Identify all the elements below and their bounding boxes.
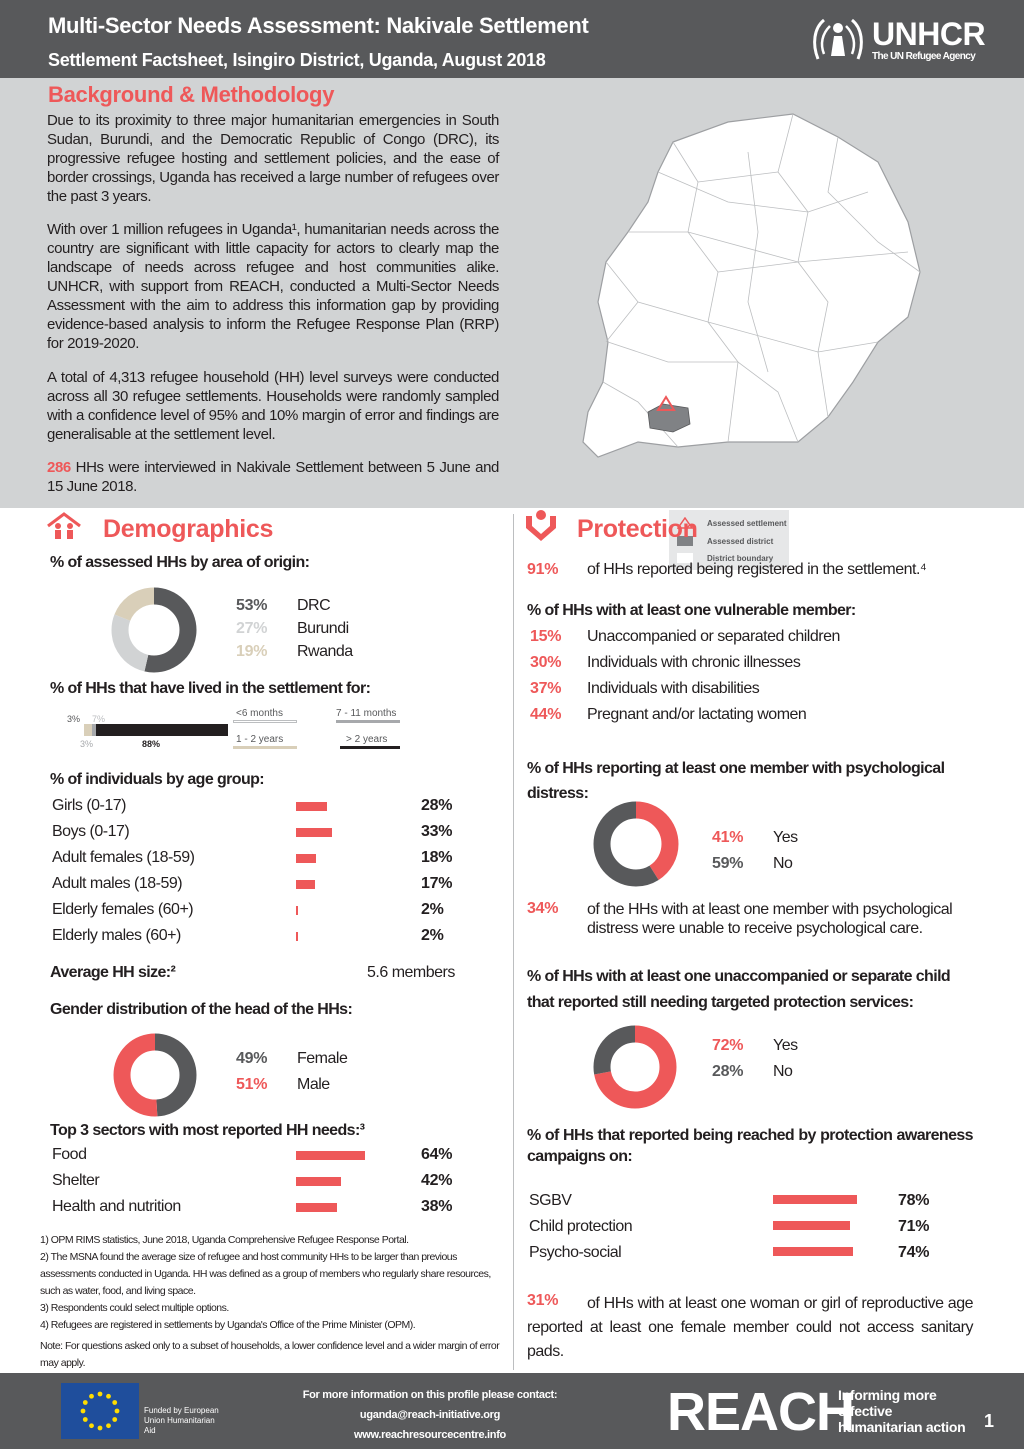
column-divider bbox=[513, 514, 514, 1370]
protection-hands-icon bbox=[523, 508, 559, 542]
origin-donut-chart bbox=[108, 584, 200, 676]
child-label-2: No bbox=[773, 1063, 793, 1080]
eu-star-1 bbox=[115, 1409, 120, 1414]
origin-pct-1: 53% bbox=[236, 597, 268, 614]
duration-legend-7-11-swatch bbox=[336, 720, 400, 723]
page-title: Multi-Sector Needs Assessment: Nakivale Settlement bbox=[48, 13, 589, 38]
vulnerable-label-4: Pregnant and/or lactating women bbox=[587, 706, 807, 723]
family-icon bbox=[46, 512, 82, 540]
eu-star-8 bbox=[83, 1400, 88, 1405]
gender-label: Gender distribution of the head of the HHs: bbox=[50, 1001, 353, 1018]
origin-label: % of assessed HHs by area of origin: bbox=[50, 554, 310, 571]
gender-donut-chart bbox=[110, 1030, 200, 1120]
footer bbox=[0, 1373, 1024, 1449]
reach-tagline: Informing more effective humanitarian action bbox=[838, 1387, 966, 1435]
awareness-row-pct-1: 78% bbox=[898, 1192, 930, 1209]
child-donut-chart bbox=[590, 1022, 680, 1112]
vulnerable-pct-3: 37% bbox=[530, 680, 562, 697]
child-pct-2: 28% bbox=[712, 1063, 744, 1080]
background-paragraph-4: 286 HHs were interviewed in Nakivale Settlement between 5 June and 15 June 2018. bbox=[47, 459, 499, 495]
origin-label-1: DRC bbox=[297, 597, 331, 614]
hh-size-value: 5.6 members bbox=[367, 964, 455, 981]
unhcr-emblem-icon bbox=[810, 14, 866, 64]
psych-pct-2: 59% bbox=[712, 855, 744, 872]
needs-row-bar-1 bbox=[296, 1151, 365, 1160]
age-row-pct-5: 2% bbox=[421, 901, 444, 918]
vulnerable-label-1: Unaccompanied or separated children bbox=[587, 628, 840, 645]
duration-legend-gt2-swatch bbox=[340, 746, 400, 749]
age-row-label-1: Girls (0-17) bbox=[52, 797, 127, 814]
psych-donut-chart bbox=[590, 798, 682, 890]
needs-row-bar-3 bbox=[296, 1203, 337, 1212]
child-label-1: Yes bbox=[773, 1037, 798, 1054]
duration-legend-gt2: > 2 years bbox=[346, 734, 388, 745]
awareness-row-label-3: Psycho-social bbox=[529, 1244, 622, 1261]
age-row-pct-2: 33% bbox=[421, 823, 453, 840]
awareness-row-pct-3: 74% bbox=[898, 1244, 930, 1261]
unhcr-tagline: The UN Refugee Agency bbox=[872, 51, 976, 62]
awareness-row-pct-2: 71% bbox=[898, 1218, 930, 1235]
background-paragraph-3: A total of 4,313 refugee household (HH) level surveys were conducted across all 30 refugee settlements. Households were randomly sampled with a confidence level of 95% and 10% margin of error and findings are generalisable at the settlement level. bbox=[47, 369, 499, 443]
origin-label-3: Rwanda bbox=[297, 643, 353, 660]
awareness-row-bar-2 bbox=[773, 1221, 850, 1230]
background-heading: Background & Methodology bbox=[48, 82, 335, 107]
duration-legend-lt6-swatch bbox=[233, 720, 297, 723]
duration-label: % of HHs that have lived in the settlement for: bbox=[50, 680, 371, 697]
duration-val-lt6: 3% bbox=[67, 714, 81, 724]
uganda-map bbox=[578, 112, 923, 482]
origin-pct-2: 27% bbox=[236, 620, 268, 637]
page-number: 1 bbox=[984, 1411, 995, 1431]
eu-star-11 bbox=[106, 1394, 111, 1399]
origin-label-2: Burundi bbox=[297, 620, 349, 637]
unhcr-name: UNHCR bbox=[872, 16, 986, 52]
needs-row-pct-2: 42% bbox=[421, 1172, 453, 1189]
age-row-bar-1 bbox=[296, 802, 327, 811]
age-row-label-4: Adult males (18-59) bbox=[52, 875, 183, 892]
age-row-pct-1: 28% bbox=[421, 797, 453, 814]
age-row-label-5: Elderly females (60+) bbox=[52, 901, 194, 918]
awareness-row-bar-1 bbox=[773, 1195, 857, 1204]
origin-pct-3: 19% bbox=[236, 643, 268, 660]
age-row-bar-3 bbox=[296, 854, 316, 863]
background-paragraph-1: Due to its proximity to three major humanitarian emergencies in South Sudan, Burundi, and the Democratic Republic of Congo (DRC), its progressive refugee hosting and settlement policies, and the ease of border crossings, Uganda has received a large number of refugees over the past 3 years. bbox=[47, 112, 499, 205]
duration-val-gt2: 88% bbox=[142, 739, 161, 749]
eu-star-5 bbox=[89, 1423, 94, 1428]
awareness-row-label-1: SGBV bbox=[529, 1192, 572, 1209]
needs-row-label-1: Food bbox=[52, 1146, 87, 1163]
eu-star-10 bbox=[98, 1392, 103, 1397]
needs-row-pct-3: 38% bbox=[421, 1198, 453, 1215]
gender-pct-1: 49% bbox=[236, 1050, 268, 1067]
awareness-label: % of HHs that reported being reached by protection awareness campaigns on: bbox=[527, 1127, 973, 1165]
eu-star-3 bbox=[106, 1423, 111, 1428]
child-pct-1: 72% bbox=[712, 1037, 744, 1054]
needs-row-pct-1: 64% bbox=[421, 1146, 453, 1163]
needs-row-label-3: Health and nutrition bbox=[52, 1198, 181, 1215]
eu-star-7 bbox=[81, 1409, 86, 1414]
psych-label-2: No bbox=[773, 855, 793, 872]
vulnerable-pct-1: 15% bbox=[530, 628, 562, 645]
reach-logo: REACH bbox=[667, 1382, 855, 1442]
gender-label-2: Male bbox=[297, 1076, 330, 1093]
age-row-bar-5 bbox=[296, 906, 298, 915]
registered-pct: 91% bbox=[527, 561, 559, 578]
contact-website[interactable]: www.reachresourcecentre.info bbox=[354, 1429, 506, 1441]
age-row-bar-4 bbox=[296, 880, 315, 889]
duration-legend-1-2-swatch bbox=[233, 746, 297, 749]
age-row-pct-3: 18% bbox=[421, 849, 453, 866]
duration-seg-7-11 bbox=[84, 724, 92, 736]
unhcr-logo bbox=[810, 14, 1010, 66]
psych-care-pct: 34% bbox=[527, 900, 559, 917]
vulnerable-label: % of HHs with at least one vulnerable member: bbox=[527, 602, 856, 619]
duration-val-1-2: 3% bbox=[80, 739, 94, 749]
child-label: % of HHs with at least one unaccompanied or separate child that reported still needing targeted protection services: bbox=[527, 968, 951, 1011]
duration-legend-7-11: 7 - 11 months bbox=[336, 708, 397, 719]
legend-district-boundary: District boundary bbox=[707, 553, 774, 563]
awareness-row-label-2: Child protection bbox=[529, 1218, 633, 1235]
contact-email[interactable]: uganda@reach-initiative.org bbox=[359, 1409, 501, 1421]
needs-label: Top 3 sectors with most reported HH needs:³ bbox=[50, 1122, 365, 1139]
eu-star-2 bbox=[112, 1417, 117, 1422]
footnote-2: 2) The MSNA found the average size of refugee and host community HHs to be larger than previous assessments conducted in Uganda. HH was defined as a group of members who regularly share resources, such as water, food, and living space. bbox=[40, 1251, 491, 1297]
age-row-pct-6: 2% bbox=[421, 927, 444, 944]
legend-assessed-district: Assessed district bbox=[707, 536, 774, 546]
needs-row-label-2: Shelter bbox=[52, 1172, 100, 1189]
interview-count: 286 bbox=[47, 459, 71, 476]
duration-legend-1-2: 1 - 2 years bbox=[236, 734, 284, 745]
age-row-bar-6 bbox=[296, 932, 298, 941]
duration-seg-1-2 bbox=[92, 724, 96, 736]
eu-star-9 bbox=[89, 1394, 94, 1399]
pads-pct: 31% bbox=[527, 1292, 559, 1309]
contact-info bbox=[230, 1385, 630, 1445]
eu-funding-text: Funded by European Union Humanitarian Aid bbox=[144, 1406, 219, 1435]
age-row-label-3: Adult females (18-59) bbox=[52, 849, 195, 866]
footnote-1: 1) OPM RIMS statistics, June 2018, Uganda Comprehensive Refugee Response Portal. bbox=[40, 1234, 409, 1246]
awareness-row-bar-3 bbox=[773, 1247, 853, 1256]
eu-flag-icon bbox=[61, 1383, 139, 1439]
hh-size-label: Average HH size:² bbox=[50, 964, 176, 981]
eu-star-12 bbox=[112, 1400, 117, 1405]
duration-legend-lt6: <6 months bbox=[236, 708, 283, 719]
psych-pct-1: 41% bbox=[712, 829, 744, 846]
eu-star-4 bbox=[98, 1426, 103, 1431]
age-row-bar-2 bbox=[296, 828, 332, 837]
duration-val-7-11: 7% bbox=[92, 714, 106, 724]
needs-row-bar-2 bbox=[296, 1177, 341, 1186]
gender-pct-2: 51% bbox=[236, 1076, 268, 1093]
registered-text: of HHs reported being registered in the settlement.⁴ bbox=[587, 561, 927, 578]
psych-label: % of HHs reporting at least one member with psychological distress: bbox=[527, 760, 945, 802]
pads-text: of HHs with at least one woman or girl of reproductive age reported at least one female member could not access sanitary pads. bbox=[527, 1295, 973, 1360]
legend-assessed-settlement: Assessed settlement bbox=[707, 518, 787, 528]
age-row-label-2: Boys (0-17) bbox=[52, 823, 130, 840]
background-paragraph-2: With over 1 million refugees in Uganda¹, humanitarian needs across the country are significant with little capacity for actors to clearly map the landscape of needs across refugee and host communities alike. UNHCR, with support from REACH, conducted a Multi-Sector Needs Assessment with the aim to address this information gap by providing evidence-based analysis to inform the Refugee Response Plan (RRP) for 2019-2020. bbox=[47, 221, 499, 352]
vulnerable-label-2: Individuals with chronic illnesses bbox=[587, 654, 801, 671]
age-row-label-6: Elderly males (60+) bbox=[52, 927, 181, 944]
vulnerable-label-3: Individuals with disabilities bbox=[587, 680, 760, 697]
header bbox=[0, 0, 1024, 78]
vulnerable-pct-2: 30% bbox=[530, 654, 562, 671]
vulnerable-pct-4: 44% bbox=[530, 706, 562, 723]
psych-care-text: of the HHs with at least one member with psychological distress were unable to receive psychological care. bbox=[587, 901, 953, 937]
duration-bar bbox=[80, 724, 228, 736]
footnote-4: 4) Refugees are registered in settlements by Uganda's Office of the Prime Minister (OPM). bbox=[40, 1319, 416, 1331]
demographics-title: Demographics bbox=[103, 515, 274, 543]
protection-title: Protection bbox=[577, 515, 698, 543]
gender-label-1: Female bbox=[297, 1050, 348, 1067]
footnote-3: 3) Respondents could select multiple options. bbox=[40, 1302, 229, 1314]
eu-star-6 bbox=[83, 1417, 88, 1422]
footnote-note: Note: For questions asked only to a subset of households, a lower confidence level and a wider margin of error may apply. bbox=[40, 1340, 500, 1369]
page-subtitle: Settlement Factsheet, Isingiro District, Uganda, August 2018 bbox=[48, 50, 546, 70]
contact-line: For more information on this profile please contact: bbox=[302, 1389, 558, 1401]
age-label: % of individuals by age group: bbox=[50, 771, 265, 788]
psych-label-1: Yes bbox=[773, 829, 798, 846]
footnotes bbox=[40, 1232, 510, 1372]
age-row-pct-4: 17% bbox=[421, 875, 453, 892]
